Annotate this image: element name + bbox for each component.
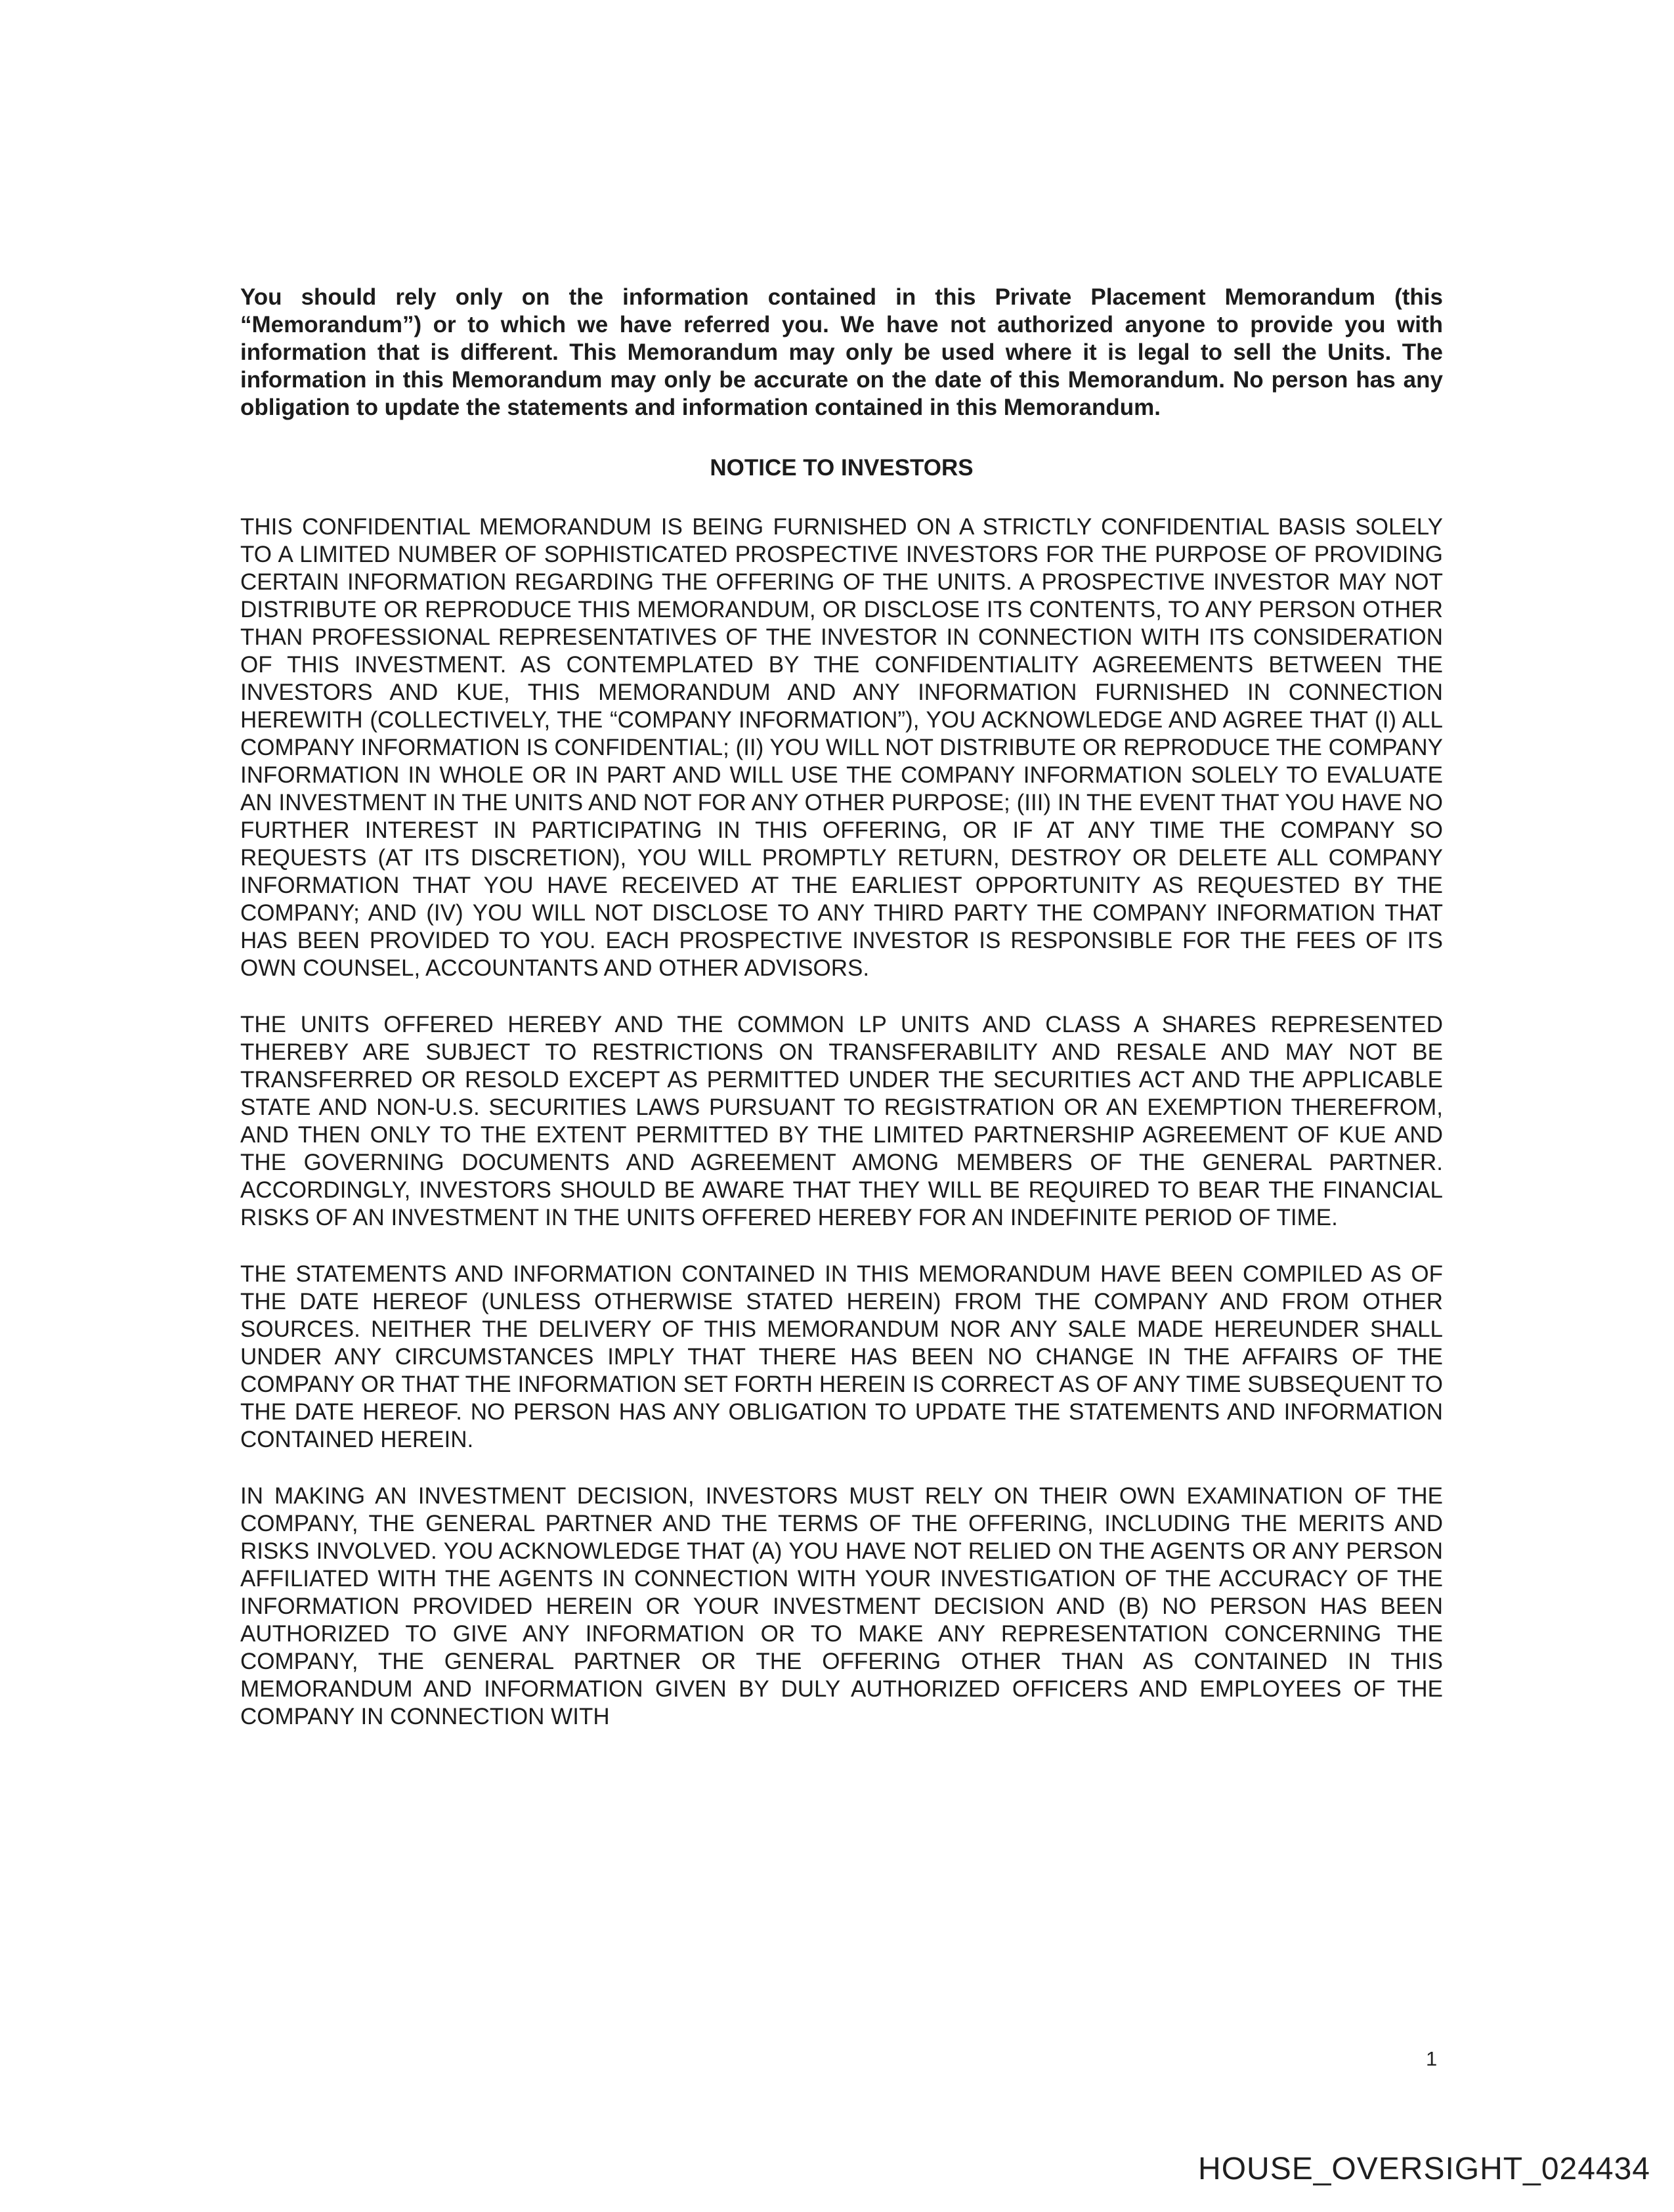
intro-paragraph: You should rely only on the information contained in this Private Placement Memorandum (this “Memorandum”) or to which we have referred you. We have not authorized anyone to provide you with information that is different. This Memorandum may only be used where it is legal to sell the Units. The information in this Memorandum may only be accurate on the date of this Memorandum. No person has any obligation to update the statements and information contained in this Memorandum. — [240, 284, 1443, 420]
bates-stamp: HOUSE_OVERSIGHT_024434 — [1198, 2152, 1650, 2186]
document-body — [240, 284, 1443, 1731]
paragraph-investment-decision: IN MAKING AN INVESTMENT DECISION, INVESTORS MUST RELY ON THEIR OWN EXAMINATION OF THE COMPANY, THE GENERAL PARTNER AND THE TERMS OF THE OFFERING, INCLUDING THE MERITS AND RISKS INVOLVED. YOU ACKNOWLEDGE THAT (A) YOU HAVE NOT RELIED ON THE AGENTS OR ANY PERSON AFFILIATED WITH THE AGENTS IN CONNECTION WITH YOUR INVESTIGATION OF THE ACCURACY OF THE INFORMATION PROVIDED HEREIN OR YOUR INVESTMENT DECISION AND (B) NO PERSON HAS BEEN AUTHORIZED TO GIVE ANY INFORMATION OR TO MAKE ANY REPRESENTATION CONCERNING THE COMPANY, THE GENERAL PARTNER OR THE OFFERING OTHER THAN AS CONTAINED IN THIS MEMORANDUM AND INFORMATION GIVEN BY DULY AUTHORIZED OFFICERS AND EMPLOYEES OF THE COMPANY IN CONNECTION WITH — [240, 1483, 1443, 1729]
paragraph-statements-compiled: THE STATEMENTS AND INFORMATION CONTAINED IN THIS MEMORANDUM HAVE BEEN COMPILED AS OF THE DATE HEREOF (UNLESS OTHERWISE STATED HEREIN) FROM THE COMPANY AND FROM OTHER SOURCES. NEITHER THE DELIVERY OF THIS MEMORANDUM NOR ANY SALE MADE HEREUNDER SHALL UNDER ANY CIRCUMSTANCES IMPLY THAT THERE HAS BEEN NO CHANGE IN THE AFFAIRS OF THE COMPANY OR THAT THE INFORMATION SET FORTH HEREIN IS CORRECT AS OF ANY TIME SUBSEQUENT TO THE DATE HEREOF. NO PERSON HAS ANY OBLIGATION TO UPDATE THE STATEMENTS AND INFORMATION CONTAINED HEREIN. — [240, 1261, 1443, 1452]
paragraph-confidentiality: THIS CONFIDENTIAL MEMORANDUM IS BEING FURNISHED ON A STRICTLY CONFIDENTIAL BASIS SOLELY TO A LIMITED NUMBER OF SOPHISTICATED PROSPECTIVE INVESTORS FOR THE PURPOSE OF PROVIDING CERTAIN INFORMATION REGARDING THE OFFERING OF THE UNITS. A PROSPECTIVE INVESTOR MAY NOT DISTRIBUTE OR REPRODUCE THIS MEMORANDUM, OR DISCLOSE ITS CONTENTS, TO ANY PERSON OTHER THAN PROFESSIONAL REPRESENTATIVES OF THE INVESTOR IN CONNECTION WITH ITS CONSIDERATION OF THIS INVESTMENT. AS CONTEMPLATED BY THE CONFIDENTIALITY AGREEMENTS BETWEEN THE INVESTORS AND KUE, THIS MEMORANDUM AND ANY INFORMATION FURNISHED IN CONNECTION HEREWITH (COLLECTIVELY, THE “COMPANY INFORMATION”), YOU ACKNOWLEDGE AND AGREE THAT (I) ALL COMPANY INFORMATION IS CONFIDENTIAL; (II) YOU WILL NOT DISTRIBUTE OR REPRODUCE THE COMPANY INFORMATION IN WHOLE OR IN PART AND WILL USE THE COMPANY INFORMATION SOLELY TO EVALUATE AN INVESTMENT IN THE UNITS AND NOT FOR ANY OTHER PURPOSE; (III) IN THE EVENT THAT YOU HAVE NO FURTHER INTEREST IN PARTICIPATING IN THIS OFFERING, OR IF AT ANY TIME THE COMPANY SO REQUESTS (AT ITS DISCRETION), YOU WILL PROMPTLY RETURN, DESTROY OR DELETE ALL COMPANY INFORMATION THAT YOU HAVE RECEIVED AT THE EARLIEST OPPORTUNITY AS REQUESTED BY THE COMPANY; AND (IV) YOU WILL NOT DISCLOSE TO ANY THIRD PARTY THE COMPANY INFORMATION THAT HAS BEEN PROVIDED TO YOU. EACH PROSPECTIVE INVESTOR IS RESPONSIBLE FOR THE FEES OF ITS OWN COUNSEL, ACCOUNTANTS AND OTHER ADVISORS. — [240, 514, 1443, 981]
notice-to-investors-heading: NOTICE TO INVESTORS — [710, 455, 974, 481]
page-number: 1 — [1426, 2047, 1438, 2070]
paragraph-transfer-restrictions: THE UNITS OFFERED HEREBY AND THE COMMON LP UNITS AND CLASS A SHARES REPRESENTED THEREBY ARE SUBJECT TO RESTRICTIONS ON TRANSFERABILITY AND RESALE AND MAY NOT BE TRANSFERRED OR RESOLD EXCEPT AS PERMITTED UNDER THE SECURITIES ACT AND THE APPLICABLE STATE AND NON-U.S. SECURITIES LAWS PURSUANT TO REGISTRATION OR AN EXEMPTION THEREFROM, AND THEN ONLY TO THE EXTENT PERMITTED BY THE LIMITED PARTNERSHIP AGREEMENT OF KUE AND THE GOVERNING DOCUMENTS AND AGREEMENT AMONG MEMBERS OF THE GENERAL PARTNER. ACCORDINGLY, INVESTORS SHOULD BE AWARE THAT THEY WILL BE REQUIRED TO BEAR THE FINANCIAL RISKS OF AN INVESTMENT IN THE UNITS OFFERED HEREBY FOR AN INDEFINITE PERIOD OF TIME. — [240, 1012, 1443, 1230]
